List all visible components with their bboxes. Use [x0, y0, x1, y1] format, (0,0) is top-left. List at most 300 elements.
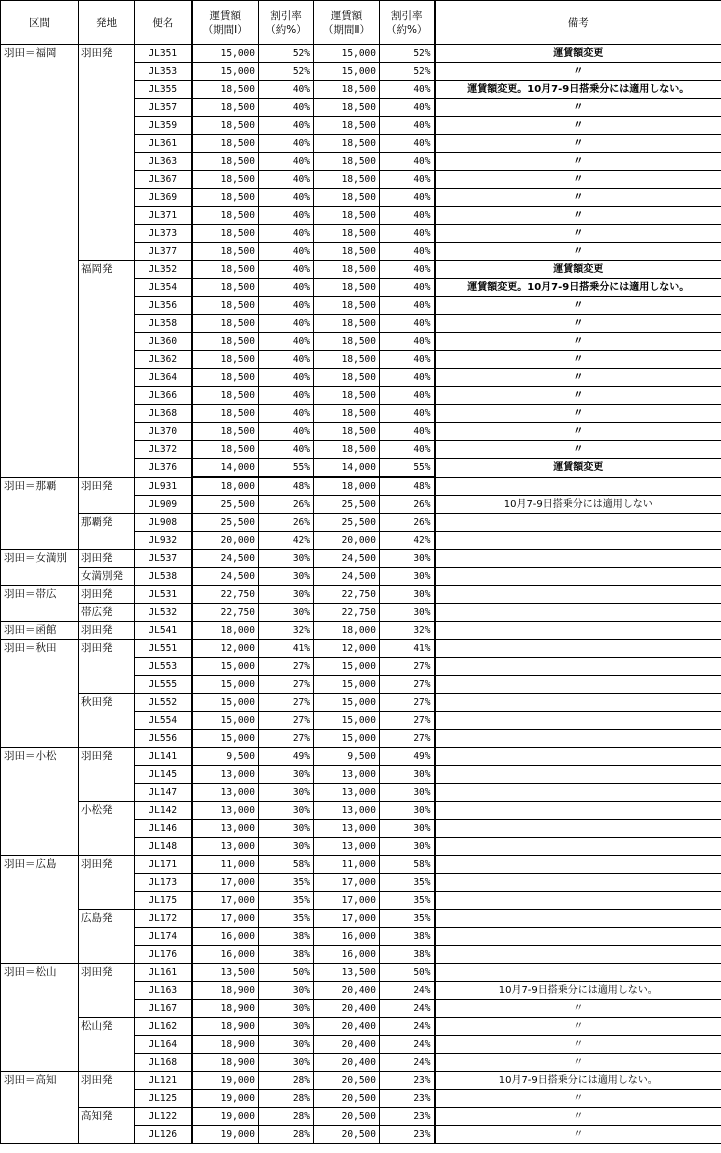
flight-cell: JL553 — [135, 658, 192, 676]
fare2-cell: 18,500 — [314, 81, 380, 99]
fare2-cell: 20,500 — [314, 1072, 380, 1090]
disc1-cell: 28% — [259, 1108, 314, 1126]
flight-cell: JL932 — [135, 532, 192, 550]
note-cell: 〃 — [435, 153, 721, 171]
flight-cell: JL174 — [135, 928, 192, 946]
disc1-cell: 40% — [259, 261, 314, 279]
fare1-cell: 18,500 — [192, 405, 259, 423]
header-fare1: 運賃額 （期間Ⅰ） — [192, 1, 259, 45]
flight-cell: JL146 — [135, 820, 192, 838]
disc1-cell: 38% — [259, 928, 314, 946]
disc2-cell: 27% — [380, 712, 435, 730]
disc2-cell: 27% — [380, 676, 435, 694]
table-row — [1, 1072, 721, 1090]
disc1-cell: 35% — [259, 892, 314, 910]
table-row — [1, 748, 721, 766]
note-cell — [435, 694, 721, 712]
note-cell: 10月7-9日搭乗分には適用しない。 — [435, 982, 721, 1000]
section-cell: 羽田＝高知 — [1, 1072, 79, 1144]
disc2-cell: 30% — [380, 586, 435, 604]
disc1-cell: 52% — [259, 45, 314, 63]
fare2-cell: 18,500 — [314, 207, 380, 225]
note-cell — [435, 712, 721, 730]
disc2-cell: 40% — [380, 369, 435, 387]
disc2-cell: 38% — [380, 928, 435, 946]
flight-cell: JL360 — [135, 333, 192, 351]
fare1-cell: 18,500 — [192, 297, 259, 315]
disc2-cell: 30% — [380, 550, 435, 568]
fare1-cell: 13,000 — [192, 784, 259, 802]
flight-cell: JL554 — [135, 712, 192, 730]
flight-cell: JL164 — [135, 1036, 192, 1054]
table-row — [1, 856, 721, 874]
note-cell — [435, 640, 721, 658]
note-cell — [435, 928, 721, 946]
fare2-cell: 20,500 — [314, 1108, 380, 1126]
flight-cell: JL353 — [135, 63, 192, 81]
disc1-cell: 52% — [259, 63, 314, 81]
flight-cell: JL555 — [135, 676, 192, 694]
flight-cell: JL538 — [135, 568, 192, 586]
fare1-cell: 18,500 — [192, 423, 259, 441]
flight-cell: JL556 — [135, 730, 192, 748]
origin-cell: 羽田発 — [79, 964, 135, 1018]
disc1-cell: 48% — [259, 477, 314, 496]
origin-cell: 帯広発 — [79, 604, 135, 622]
origin-cell: 広島発 — [79, 910, 135, 964]
disc2-cell: 24% — [380, 1036, 435, 1054]
disc1-cell: 40% — [259, 207, 314, 225]
note-cell: 〃 — [435, 405, 721, 423]
disc2-cell: 40% — [380, 225, 435, 243]
fare2-cell: 12,000 — [314, 640, 380, 658]
fare2-cell: 18,500 — [314, 297, 380, 315]
table-row — [1, 1108, 721, 1126]
disc1-cell: 40% — [259, 99, 314, 117]
fare2-cell: 20,400 — [314, 1018, 380, 1036]
disc1-cell: 58% — [259, 856, 314, 874]
flight-cell: JL126 — [135, 1126, 192, 1144]
note-cell: 〃 — [435, 369, 721, 387]
fare2-cell: 14,000 — [314, 459, 380, 478]
fare2-cell: 18,500 — [314, 441, 380, 459]
disc2-cell: 40% — [380, 405, 435, 423]
flight-cell: JL168 — [135, 1054, 192, 1072]
note-cell: 10月7-9日搭乗分には適用しない — [435, 496, 721, 514]
header-row — [1, 1, 721, 45]
header-fare2: 運賃額 （期間Ⅱ） — [314, 1, 380, 45]
disc2-cell: 24% — [380, 982, 435, 1000]
disc2-cell: 35% — [380, 910, 435, 928]
note-cell — [435, 838, 721, 856]
fare1-cell: 18,500 — [192, 243, 259, 261]
flight-cell: JL908 — [135, 514, 192, 532]
note-cell: 〃 — [435, 1108, 721, 1126]
fare2-cell: 15,000 — [314, 45, 380, 63]
header-disc1: 割引率 （約%） — [259, 1, 314, 45]
disc2-cell: 27% — [380, 694, 435, 712]
note-cell: 〃 — [435, 1036, 721, 1054]
fare1-cell: 18,500 — [192, 261, 259, 279]
disc1-cell: 30% — [259, 586, 314, 604]
note-cell — [435, 586, 721, 604]
flight-cell: JL173 — [135, 874, 192, 892]
fare2-cell: 15,000 — [314, 658, 380, 676]
note-cell — [435, 604, 721, 622]
fare2-cell: 17,000 — [314, 910, 380, 928]
disc2-cell: 40% — [380, 261, 435, 279]
disc2-cell: 40% — [380, 351, 435, 369]
flight-cell: JL141 — [135, 748, 192, 766]
disc2-cell: 30% — [380, 820, 435, 838]
disc2-cell: 30% — [380, 766, 435, 784]
fare1-cell: 18,500 — [192, 441, 259, 459]
disc2-cell: 49% — [380, 748, 435, 766]
note-cell: 〃 — [435, 117, 721, 135]
flight-cell: JL931 — [135, 477, 192, 496]
origin-cell: 羽田発 — [79, 748, 135, 802]
fare1-cell: 13,000 — [192, 838, 259, 856]
origin-cell: 羽田発 — [79, 586, 135, 604]
fare2-cell: 18,500 — [314, 171, 380, 189]
fare2-cell: 18,500 — [314, 261, 380, 279]
note-cell: 〃 — [435, 1018, 721, 1036]
disc2-cell: 52% — [380, 63, 435, 81]
disc2-cell: 40% — [380, 333, 435, 351]
note-cell: 〃 — [435, 171, 721, 189]
disc2-cell: 40% — [380, 81, 435, 99]
note-cell — [435, 820, 721, 838]
disc2-cell: 38% — [380, 946, 435, 964]
fare1-cell: 15,000 — [192, 730, 259, 748]
disc1-cell: 28% — [259, 1126, 314, 1144]
table-row — [1, 514, 721, 532]
fare2-cell: 18,500 — [314, 135, 380, 153]
fare2-cell: 18,500 — [314, 225, 380, 243]
disc2-cell: 26% — [380, 514, 435, 532]
section-cell: 羽田＝秋田 — [1, 640, 79, 748]
flight-cell: JL372 — [135, 441, 192, 459]
disc2-cell: 40% — [380, 423, 435, 441]
disc1-cell: 35% — [259, 910, 314, 928]
flight-cell: JL369 — [135, 189, 192, 207]
note-cell — [435, 748, 721, 766]
disc1-cell: 30% — [259, 1000, 314, 1018]
disc2-cell: 40% — [380, 441, 435, 459]
fare1-cell: 9,500 — [192, 748, 259, 766]
flight-cell: JL366 — [135, 387, 192, 405]
fare1-cell: 18,500 — [192, 189, 259, 207]
fare2-cell: 20,500 — [314, 1090, 380, 1108]
disc1-cell: 40% — [259, 189, 314, 207]
fare2-cell: 18,500 — [314, 387, 380, 405]
disc2-cell: 40% — [380, 135, 435, 153]
note-cell — [435, 784, 721, 802]
fare1-cell: 18,500 — [192, 369, 259, 387]
fare2-cell: 18,500 — [314, 423, 380, 441]
note-cell: 運賃額変更 — [435, 45, 721, 63]
disc2-cell: 23% — [380, 1126, 435, 1144]
flight-cell: JL125 — [135, 1090, 192, 1108]
disc1-cell: 30% — [259, 1018, 314, 1036]
disc2-cell: 41% — [380, 640, 435, 658]
note-cell: 〃 — [435, 63, 721, 81]
flight-cell: JL373 — [135, 225, 192, 243]
fare2-cell: 16,000 — [314, 928, 380, 946]
fare2-cell: 13,500 — [314, 964, 380, 982]
origin-cell: 羽田発 — [79, 622, 135, 640]
disc1-cell: 30% — [259, 982, 314, 1000]
flight-cell: JL361 — [135, 135, 192, 153]
fare1-cell: 15,000 — [192, 658, 259, 676]
disc2-cell: 30% — [380, 784, 435, 802]
fare1-cell: 18,500 — [192, 351, 259, 369]
fare1-cell: 22,750 — [192, 586, 259, 604]
note-cell: 運賃額変更。10月7-9日搭乗分には適用しない。 — [435, 279, 721, 297]
disc1-cell: 41% — [259, 640, 314, 658]
fare2-cell: 18,500 — [314, 243, 380, 261]
note-cell — [435, 766, 721, 784]
header-section: 区間 — [1, 1, 79, 45]
fare2-cell: 22,750 — [314, 604, 380, 622]
fare2-cell: 20,400 — [314, 1054, 380, 1072]
note-cell: 運賃額変更 — [435, 459, 721, 478]
fare2-cell: 13,000 — [314, 784, 380, 802]
fare1-cell: 14,000 — [192, 459, 259, 478]
table-row — [1, 550, 721, 568]
disc2-cell: 27% — [380, 658, 435, 676]
disc2-cell: 42% — [380, 532, 435, 550]
flight-cell: JL354 — [135, 279, 192, 297]
fare1-cell: 19,000 — [192, 1126, 259, 1144]
origin-cell: 秋田発 — [79, 694, 135, 748]
note-cell: 〃 — [435, 1090, 721, 1108]
disc1-cell: 27% — [259, 712, 314, 730]
disc1-cell: 40% — [259, 441, 314, 459]
flight-cell: JL352 — [135, 261, 192, 279]
fare2-cell: 17,000 — [314, 874, 380, 892]
flight-cell: JL551 — [135, 640, 192, 658]
header-note: 備考 — [435, 1, 721, 45]
note-cell — [435, 514, 721, 532]
fare1-cell: 18,900 — [192, 1036, 259, 1054]
disc1-cell: 35% — [259, 874, 314, 892]
disc2-cell: 40% — [380, 153, 435, 171]
fare2-cell: 18,000 — [314, 477, 380, 496]
note-cell: 10月7-9日搭乗分には適用しない。 — [435, 1072, 721, 1090]
fare1-cell: 18,500 — [192, 333, 259, 351]
origin-cell: 高知発 — [79, 1108, 135, 1144]
disc2-cell: 55% — [380, 459, 435, 478]
note-cell: 〃 — [435, 297, 721, 315]
table-row — [1, 45, 721, 63]
section-cell: 羽田＝女満別 — [1, 550, 79, 586]
disc2-cell: 40% — [380, 117, 435, 135]
disc1-cell: 40% — [259, 81, 314, 99]
fare1-cell: 18,900 — [192, 1000, 259, 1018]
disc1-cell: 32% — [259, 622, 314, 640]
disc1-cell: 27% — [259, 694, 314, 712]
section-cell: 羽田＝帯広 — [1, 586, 79, 622]
note-cell: 〃 — [435, 99, 721, 117]
table-row — [1, 261, 721, 279]
note-cell: 〃 — [435, 441, 721, 459]
table-row — [1, 964, 721, 982]
flight-cell: JL167 — [135, 1000, 192, 1018]
fare1-cell: 18,500 — [192, 279, 259, 297]
flight-cell: JL148 — [135, 838, 192, 856]
fare1-cell: 15,000 — [192, 712, 259, 730]
fare2-cell: 11,000 — [314, 856, 380, 874]
note-cell — [435, 802, 721, 820]
fare1-cell: 16,000 — [192, 946, 259, 964]
section-cell: 羽田＝松山 — [1, 964, 79, 1072]
disc2-cell: 30% — [380, 802, 435, 820]
fare1-cell: 22,750 — [192, 604, 259, 622]
disc1-cell: 40% — [259, 297, 314, 315]
fare2-cell: 18,000 — [314, 622, 380, 640]
disc1-cell: 28% — [259, 1072, 314, 1090]
disc1-cell: 40% — [259, 423, 314, 441]
fare2-cell: 18,500 — [314, 99, 380, 117]
fare1-cell: 13,000 — [192, 820, 259, 838]
flight-cell: JL172 — [135, 910, 192, 928]
disc2-cell: 23% — [380, 1108, 435, 1126]
disc1-cell: 30% — [259, 784, 314, 802]
header-disc2: 割引率 （約%） — [380, 1, 435, 45]
disc2-cell: 40% — [380, 171, 435, 189]
disc2-cell: 40% — [380, 387, 435, 405]
fare1-cell: 18,500 — [192, 207, 259, 225]
fare2-cell: 20,400 — [314, 1000, 380, 1018]
header-flight: 便名 — [135, 1, 192, 45]
table-row — [1, 802, 721, 820]
disc1-cell: 38% — [259, 946, 314, 964]
table-row — [1, 568, 721, 586]
note-cell: 〃 — [435, 351, 721, 369]
section-cell: 羽田＝福岡 — [1, 45, 79, 478]
fare2-cell: 17,000 — [314, 892, 380, 910]
flight-cell: JL364 — [135, 369, 192, 387]
fare2-cell: 15,000 — [314, 694, 380, 712]
fare1-cell: 19,000 — [192, 1072, 259, 1090]
origin-cell: 女満別発 — [79, 568, 135, 586]
table-row — [1, 1018, 721, 1036]
fare1-cell: 15,000 — [192, 45, 259, 63]
fare2-cell: 24,500 — [314, 550, 380, 568]
note-cell — [435, 568, 721, 586]
disc1-cell: 40% — [259, 117, 314, 135]
fare2-cell: 13,000 — [314, 838, 380, 856]
note-cell — [435, 946, 721, 964]
disc1-cell: 30% — [259, 568, 314, 586]
disc2-cell: 23% — [380, 1090, 435, 1108]
fare1-cell: 18,500 — [192, 171, 259, 189]
note-cell: 〃 — [435, 189, 721, 207]
fare1-cell: 18,500 — [192, 99, 259, 117]
table-row — [1, 586, 721, 604]
fare2-cell: 18,500 — [314, 189, 380, 207]
fare2-cell: 18,500 — [314, 351, 380, 369]
flight-cell: JL163 — [135, 982, 192, 1000]
disc2-cell: 40% — [380, 297, 435, 315]
fare1-cell: 25,500 — [192, 514, 259, 532]
fare2-cell: 16,000 — [314, 946, 380, 964]
fare1-cell: 11,000 — [192, 856, 259, 874]
origin-cell: 羽田発 — [79, 45, 135, 261]
fare2-cell: 20,400 — [314, 982, 380, 1000]
disc2-cell: 40% — [380, 243, 435, 261]
section-cell: 羽田＝那覇 — [1, 477, 79, 550]
disc1-cell: 26% — [259, 496, 314, 514]
note-cell — [435, 964, 721, 982]
section-cell: 羽田＝広島 — [1, 856, 79, 964]
note-cell: 〃 — [435, 225, 721, 243]
fare1-cell: 18,500 — [192, 153, 259, 171]
disc1-cell: 40% — [259, 387, 314, 405]
disc2-cell: 30% — [380, 568, 435, 586]
flight-cell: JL532 — [135, 604, 192, 622]
disc2-cell: 32% — [380, 622, 435, 640]
flight-cell: JL122 — [135, 1108, 192, 1126]
fare1-cell: 18,500 — [192, 117, 259, 135]
flight-cell: JL377 — [135, 243, 192, 261]
fare1-cell: 18,500 — [192, 225, 259, 243]
note-cell: 〃 — [435, 135, 721, 153]
flight-cell: JL541 — [135, 622, 192, 640]
fare1-cell: 25,500 — [192, 496, 259, 514]
disc1-cell: 40% — [259, 171, 314, 189]
section-cell: 羽田＝小松 — [1, 748, 79, 856]
table-row — [1, 622, 721, 640]
fare1-cell: 13,500 — [192, 964, 259, 982]
disc2-cell: 24% — [380, 1000, 435, 1018]
note-cell — [435, 676, 721, 694]
disc1-cell: 26% — [259, 514, 314, 532]
table-row — [1, 694, 721, 712]
note-cell: 運賃額変更 — [435, 261, 721, 279]
note-cell — [435, 550, 721, 568]
fare2-cell: 18,500 — [314, 315, 380, 333]
flight-cell: JL909 — [135, 496, 192, 514]
header-origin: 発地 — [79, 1, 135, 45]
flight-cell: JL358 — [135, 315, 192, 333]
origin-cell: 松山発 — [79, 1018, 135, 1072]
fare1-cell: 18,900 — [192, 1054, 259, 1072]
fare-table-body — [1, 45, 721, 1144]
disc1-cell: 40% — [259, 135, 314, 153]
fare1-cell: 15,000 — [192, 676, 259, 694]
flight-cell: JL162 — [135, 1018, 192, 1036]
disc1-cell: 40% — [259, 153, 314, 171]
disc1-cell: 27% — [259, 676, 314, 694]
disc2-cell: 58% — [380, 856, 435, 874]
fare1-cell: 18,500 — [192, 387, 259, 405]
fare2-cell: 15,000 — [314, 63, 380, 81]
note-cell — [435, 532, 721, 550]
origin-cell: 羽田発 — [79, 477, 135, 514]
origin-cell: 小松発 — [79, 802, 135, 856]
disc1-cell: 40% — [259, 225, 314, 243]
fare1-cell: 13,000 — [192, 766, 259, 784]
disc1-cell: 30% — [259, 820, 314, 838]
disc1-cell: 40% — [259, 243, 314, 261]
disc2-cell: 40% — [380, 189, 435, 207]
disc1-cell: 30% — [259, 604, 314, 622]
origin-cell: 羽田発 — [79, 640, 135, 694]
origin-cell: 那覇発 — [79, 514, 135, 550]
fare2-cell: 9,500 — [314, 748, 380, 766]
